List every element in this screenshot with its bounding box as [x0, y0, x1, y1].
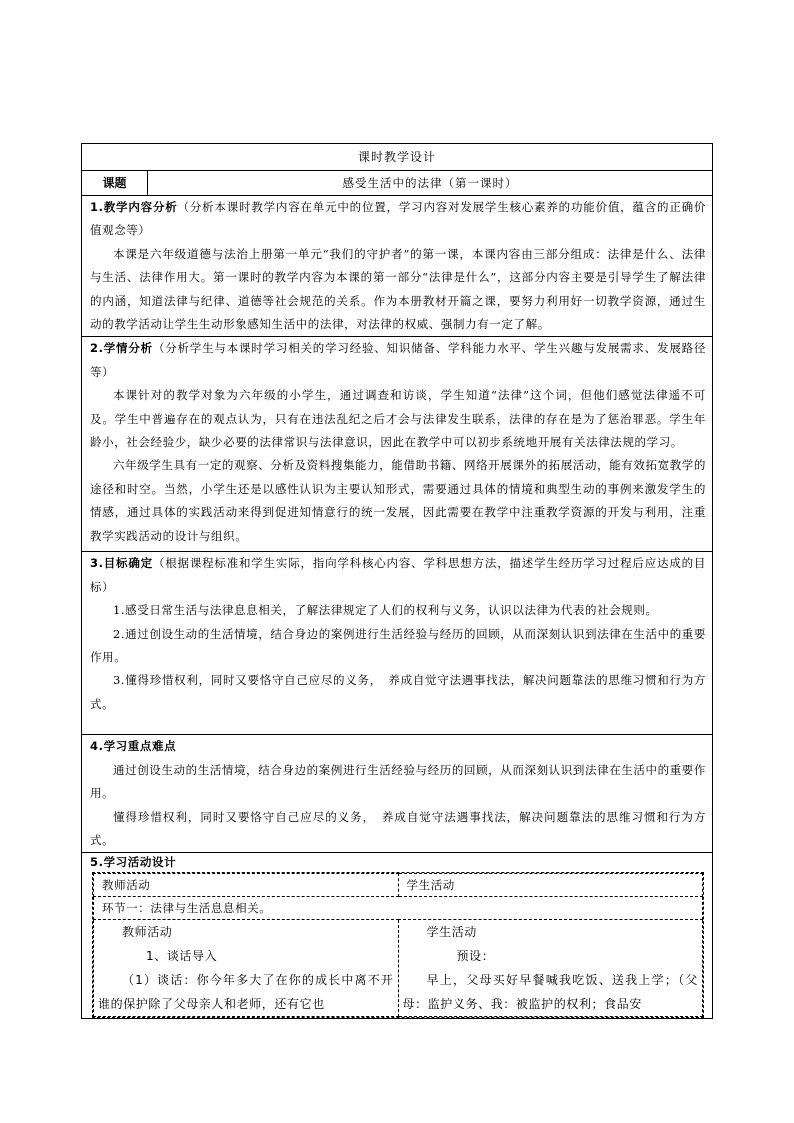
section-heading-note: （根据课程标准和学生实际，指向学科核心内容、学科思想方法，描述学生经历学习过程后应达成的目标） — [90, 556, 707, 594]
column-header-student: 学生活动 — [398, 874, 703, 897]
teacher-activity-line: 1、谈话导入 — [146, 949, 218, 964]
section-heading-title: 5.学习活动设计 — [90, 855, 177, 870]
lesson-design-document — [81, 143, 712, 1019]
section-activity-design — [82, 853, 713, 1019]
teacher-activity-label: 教师活动 — [122, 925, 173, 940]
topic-value: 感受生活中的法律（第一课时） — [148, 171, 713, 196]
section-heading-title: 1.教学内容分析 — [90, 200, 178, 214]
section-heading — [90, 735, 706, 758]
goal-item: 3.懂得珍惜权利，同时又要恪守自己应尽的义务， 养成自觉守法遇事找法，解决问题靠法的思维习惯和行为方式。 — [90, 673, 707, 711]
section-heading — [90, 853, 706, 871]
section-learner-analysis — [82, 337, 713, 552]
section-heading-note: （分析本课时教学内容在单元中的位置，学习内容对发展学生核心素养的功能价值，蕴含的正确价值观念等） — [90, 200, 707, 238]
section-heading — [90, 552, 706, 599]
teacher-activity-line: （1）谈话：你今年多大了在你的成长中离不开谁的保护除了父母亲人和老师，还有它也 — [98, 973, 394, 1012]
student-activity-line: 早上，父母买好早餐喊我吃饭、送我上学；（父母：监护义务、我：被监护的权利；食品安 — [402, 973, 699, 1012]
column-header-teacher: 教师活动 — [94, 874, 399, 897]
paragraph: 本课是六年级道德与法治上册第一单元“我们的守护者”的第一课，本课内容由三部分组成：法律是什么、法律与生活、法律作用大。第一课时的教学内容为本课的第一部分“法律是什么”，这部分内容主要是引导学生了解法律的内涵，知道法律与纪律、道德等社会规范的关系。作为本册教材开篇之课，要努力利用好一切教学资源，通过生动的教学活动让学生生动形象感知生活中的法律，对法律的权威、强制力有一定了解。 — [90, 246, 707, 332]
paragraph: 通过创设生动的生活情境，结合身边的案例进行生活经验与经历的回顾，从而深刻认识到法律在生活中的重要作用。 — [90, 762, 707, 801]
stage-title: 环节一：法律与生活息息相关。 — [94, 897, 703, 920]
topic-label: 课题 — [82, 171, 148, 196]
lesson-design-table — [81, 143, 713, 1019]
goal-item: 1.感受日常生活与法律息息相关，了解法律规定了人们的权利与义务，认识以法律为代表的社会规则。 — [113, 603, 658, 618]
section-goals — [82, 552, 713, 735]
teacher-activity-cell — [94, 920, 399, 1017]
document-title: 课时教学设计 — [82, 144, 713, 171]
goal-item: 2.通过创设生动的生活情境，结合身边的案例进行生活经验与经历的回顾，从而深刻认识到法律在生活中的重要作用。 — [90, 626, 707, 665]
student-activity-line: 预设： — [456, 949, 495, 964]
paragraph: 本课针对的教学对象为六年级的小学生，通过调查和访谈，学生知道“法律”这个词，但他们感觉法律遥不可及。学生中普遍存在的观点认为，只有在违法乱纪之后才会与法律发生联系，法律的存在是为了惩治罪恶。学生年龄小，社会经验少，缺少必要的法律常识与法律意识，因此在教学中可以初步系统地开展有关法律法规的学习。 — [90, 388, 707, 450]
section-heading-title: 2.学情分析 — [90, 341, 153, 356]
section-key-points — [82, 735, 713, 853]
section-content-analysis — [82, 196, 713, 337]
section-heading — [90, 337, 706, 384]
student-activity-cell — [398, 920, 703, 1017]
section-heading — [90, 196, 706, 243]
section-heading-title: 4.学习重点难点 — [90, 739, 177, 754]
section-heading-title: 3.目标确定 — [90, 556, 153, 571]
student-activity-label: 学生活动 — [426, 925, 477, 940]
activity-table — [92, 872, 704, 1018]
paragraph: 六年级学生具有一定的观察、分析及资料搜集能力，能借助书籍、网络开展课外的拓展活动，能有效拓宽教学的途径和时空。当然，小学生还是以感性认识为主要认知形式，需要通过具体的情境和典型生动的事例来激发学生的情感，通过具体的实践活动来得到促进知情意行的统一发展，因此需要在教学中注重教学资源的开发与利用，注重教学实践活动的设计与组织。 — [90, 458, 707, 543]
section-heading-note: （分析学生与本课时学习相关的学习经验、知识储备、学科能力水平、学生兴趣与发展需求、发展路径等） — [90, 341, 707, 379]
paragraph: 懂得珍惜权利，同时又要恪守自己应尽的义务， 养成自觉守法遇事找法，解决问题靠法的思维习惯和行为方式。 — [90, 809, 707, 848]
